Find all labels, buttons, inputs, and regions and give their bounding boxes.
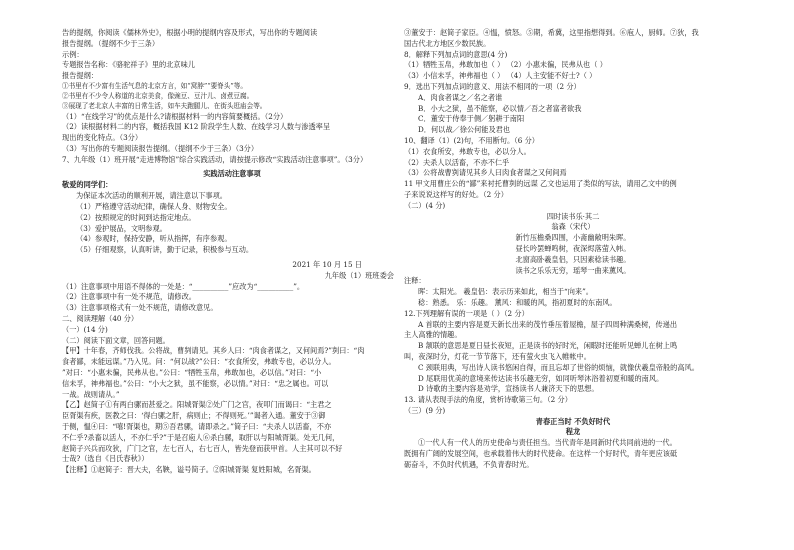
q9-option-c: C．董安于侍奉于侧／躬耕于南阳 <box>418 114 525 124</box>
notice-item-5: （5）仔细观察，认真听讲，勤于记录，积极参与互动。 <box>76 245 254 255</box>
q12-item-7: D 诗歌的主要内容是劝学，宣扬读书人兼济天下的思想。 <box>418 384 599 394</box>
subsection-1: （一）(14 分) <box>62 324 108 334</box>
q9-option-a: A．肉食者谋之／名之者谁 <box>418 92 503 102</box>
q11-1: 11 甲文用曹庄公的“鄙”来衬托曹刿的远谋 乙文也运用了类似的写法，请用乙文中的例 <box>404 179 677 189</box>
notice-item-2: （2）按照规定的时间到达指定地点。 <box>76 212 196 222</box>
q12-item-6: D 尾联用优美的意境来传达读书乐趣无穷，如同听琴沐浴着初夏和暖的南风。 <box>418 373 664 383</box>
passage-yi-1: 【乙】赵简子①有两白骡而甚爱之。阳城胥渠②处广门之官，夜叩门而谒曰：“主君之 <box>62 400 332 410</box>
q9-option-d: D．何以战／徐公何能及君也 <box>418 125 511 135</box>
poem-line-2: 昼长吟罢蝉鸣树，夜深烬落萤入帏。 <box>515 243 631 253</box>
outline-item-3: ③展现了老北京人丰富的日常生活，如车夫跑腿儿、在街头逛庙会等。 <box>62 101 267 110</box>
essay-line-3: 砺奋斗，不负时代机遇，不负青春时光。 <box>404 459 534 469</box>
q10: 10、翻译（1）(2)句，不用断句。（6 分） <box>404 135 539 145</box>
reading-prompt: （二）阅读下面文章，回答问题。 <box>62 335 170 345</box>
essay-line-2: 既拥有广阔的发展空间，也承载着伟大的时代使命。在这样一个好时代，青年更应该砥 <box>404 449 678 459</box>
notice-item-1: （1）严格遵守活动纪律，确保人身、财物安全。 <box>76 202 232 212</box>
part-2: （二）(4 分) <box>404 200 446 210</box>
essay-author: 程龙 <box>565 427 581 437</box>
left-column <box>62 28 402 476</box>
poem-author: 翁森（宋代） <box>551 222 595 232</box>
q10-item-3: （3）公将战曹刿请见其乡人曰肉食者谋之又何间焉 <box>404 168 567 178</box>
annotation-cont-2: 国古代北方地区少数民族。 <box>404 38 491 48</box>
annotation-cont-1: ③董安于：赵简子家臣。④愠，愤怒。⑤期，希冀，这里指想得到。⑥庖人，厨师。⑦狄，我 <box>404 28 699 37</box>
passage-yi-4: 不仁乎?杀畜以活人，不亦仁乎?”于是召庖人⑥杀白骡，取肝以与阳城胥渠。处无几何， <box>62 432 340 442</box>
essay-line-1: ①一代人有一代人的历史使命与责任担当。当代青年是同新时代共同前进的一代。 <box>418 438 677 448</box>
q12-item-1: A 首联的主要内容是夏天新长出来的茂竹垂压着屋檐，屋子四周种满桑树，传递出 <box>418 319 678 329</box>
passage-yi-3: 于侧，愠④曰：“嘻!胥渠也，期⑤吾君骡，请即杀之。”简子曰：“夫杀人以活畜，不亦 <box>62 421 332 431</box>
q12-item-2: 主人高雅的情趣。 <box>404 330 462 340</box>
notice-date: 2021 年 10 月 15 日 <box>292 260 362 270</box>
notice-item-3: （3）爱护展品，文明参观。 <box>76 223 167 233</box>
q6-1: （1）“在线学习”的优点是什么?请根据材料一的内容简要概括。（2分） <box>62 111 288 121</box>
notice-item-4: （4）参观时，保持安静，听从指挥，有序参观。 <box>76 234 232 244</box>
outline-item-2: ②书里有不少令人称道的北京美食，像豌豆、豆汁儿、卤煮豆腐。 <box>62 91 254 100</box>
poem-title: 四时读书乐·其二 <box>546 211 600 221</box>
q12-item-3: B 颔联的意思是夏日昼长夜短，正是读书的好时光，闲暇时还能听见蝉儿在树上鸣 <box>418 341 678 351</box>
essay-title: 青春正当时 不负好时代 <box>535 416 611 426</box>
outline-item-1: ①书里有不少富有生活气息的北京方言，如“窝脖”“要脊头”等。 <box>62 81 247 90</box>
poem-line-1: 新竹压檐桑四围，小斋幽敞明朱晖。 <box>515 233 631 243</box>
notice-intro: 为保证本次活动的顺利开展，请注意以下事项。 <box>76 191 227 201</box>
poem-line-3: 北窗高卧羲皇侣，只因素稔读书趣。 <box>515 254 631 264</box>
q12-item-5: C 颈联用典，写出诗人读书悠闲自得，而且忘却了世俗的烦恼，就像伏羲皇帝般的高风。 <box>418 362 699 372</box>
q7: 7、九年级（1）班开展“走进博物馆”综合实践活动，请按提示修改“实践活动注意事项”。（3分） <box>62 154 368 164</box>
intro-line-2: 报告提纲。（提纲不少于三条） <box>62 38 160 48</box>
passage-jia-4: 信未孚，神弗福也。”公曰：“小大之狱，虽不能察，必以情。”对曰：“忠之属也。可以 <box>62 378 329 388</box>
q7-item-3: （3）注意事项格式有一处不规范，请修改意见。 <box>62 303 218 313</box>
notice-title: 实践活动注意事项 <box>203 168 261 178</box>
q9-option-b: B．小大之狱，虽不能察，必以情／吾之者富者欲我 <box>418 103 582 113</box>
q7-item-1: （1）注意事项中用语不得体的一处是：“__________”应改为“__________”。 <box>62 281 305 291</box>
right-column <box>404 28 742 471</box>
intro-line-1: 告的提纲，你阅读《儒林外史》，根据小明的提纲内容及形式，写出你的专题阅读 <box>62 28 318 37</box>
part-3: （三）(9 分) <box>404 405 446 415</box>
q8-item-1: （1）牺牲玉帛，弗敢加也（ ） （2）小惠未徧，民弗从也（ ） <box>404 60 607 70</box>
annotation: 【注释】①赵简子：晋大夫，名鞅，谥号简子。②阳城胥渠 复姓阳城，名胥渠。 <box>62 465 316 475</box>
q6-2b: 现出的变化特点。（3分） <box>62 133 143 143</box>
notice-greeting: 敬爱的同学们： <box>62 180 113 190</box>
example-label: 示例： <box>62 49 84 59</box>
report-topic: 专题报告名称：《骆驼祥子》里的北京味儿 <box>62 60 195 70</box>
poem-line-4: 读书之乐乐无穷，瑶琴一曲来薰风。 <box>515 265 631 275</box>
q9: 9．选出下列加点词的意义、用法不相同的一项（2 分） <box>404 81 581 91</box>
passage-jia-2: 食者鄙，未能远谋。”乃入见。问：“何以战?”公曰：“衣食所安，弗敢专也，必以分人。 <box>62 357 336 367</box>
q6-3: （3）写出你的专题阅读报告提纲。（提纲不少于三条）（3分） <box>62 144 259 154</box>
notes-label: 注释： <box>404 276 426 286</box>
q12-item-4: 叫，夜深时分，灯花一节节落下，还有萤火虫飞入帷帐中。 <box>404 351 591 361</box>
q8: 8．解释下列加点词的意思(4 分) <box>404 49 508 59</box>
q10-item-1: （1）衣食所安，弗敢专也，必以分人。 <box>404 146 531 156</box>
passage-jia-5: 一战。战则请从。” <box>62 389 120 399</box>
q11-2: 子来说说这样写的好处。（2 分） <box>404 189 508 199</box>
q7-item-2: （2）注意事项中有一处不规范，请修改。 <box>62 292 196 302</box>
note-2: 稔：熟悉。 乐：乐趣。 薰风：和暖的风，指初夏时的东南风。 <box>418 297 617 307</box>
passage-yi-5: 赵简子兴兵而攻狄，广门之官，左七百人，右七百人，皆先登而获甲首。人主其可以不好 <box>62 443 343 453</box>
outline-label: 报告提纲： <box>62 71 98 81</box>
passage-jia-1: 【甲】十年春，齐师伐我。公将战，曹刿请见。其乡人曰：“肉食者谋之，又何间焉?”刿曰：“肉 <box>62 346 365 356</box>
notice-signature: 九年级（1）班班委会 <box>324 270 394 280</box>
passage-yi-6: 士哉?（选自《吕氏春秋》） <box>62 454 149 464</box>
q12: 12.下列理解有误的一项是（ ）（2 分） <box>404 308 529 318</box>
passage-jia-3: ”对曰：“小惠未徧，民弗从也。”公曰：“牺牲玉帛，弗敢加也，必以信。”对曰：“小 <box>62 367 322 377</box>
q6-2: （2）读根据材料二的内容，概括我国 K12 阶段学生人数、在线学习人数与渗透率呈 <box>62 122 331 132</box>
section-reading: 二、阅读理解（40 分） <box>62 314 139 323</box>
passage-yi-2: 臣胥渠有疾，医教之曰：‘得白骡之肝，病则止；不得则死。’”谒者入通。董安于③御 <box>62 411 326 421</box>
q10-item-2: （2）夫杀人以活畜，不亦不仁乎 <box>404 157 510 167</box>
q13: 13. 请从表现手法的角度，赏析诗歌第三句。（2 分） <box>404 395 572 405</box>
q8-item-2: （3）小信未孚，神弗福也（ ） （4）人主安能不好士?（ ） <box>404 71 597 81</box>
note-1: 晖：太阳光。 羲皇侣：表示历来如此，相当于“向来”。 <box>418 287 593 297</box>
